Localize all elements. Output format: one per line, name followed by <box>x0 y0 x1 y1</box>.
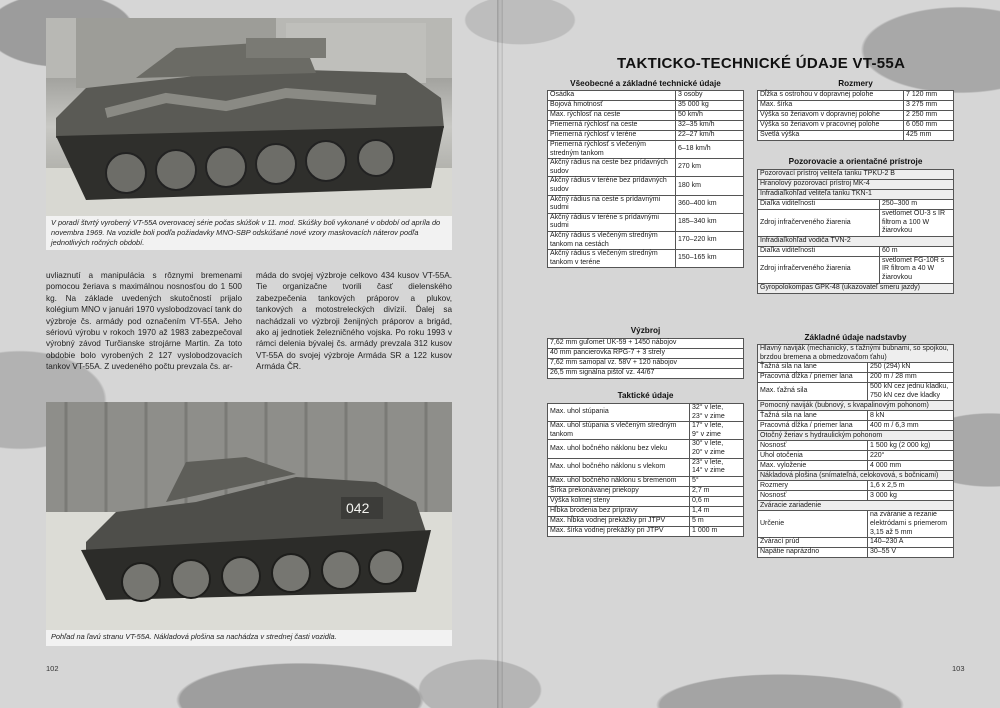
general-row-label: Bojová hmotnosť <box>548 101 676 111</box>
superstructure-row-label: Hlavný naviják (mechanický, s ťažnými bubnami, so spojkou, brzdou bremena a obmedzovačom ťahu) <box>758 345 954 363</box>
tactical-row <box>548 516 744 526</box>
observation-row-label: Zdroj infračerveného žiarenia <box>758 256 880 283</box>
general-row-label: Akčný rádius v teréne bez prídavných sudov <box>548 177 676 195</box>
superstructure-row <box>758 538 954 548</box>
general-row-value: 50 km/h <box>676 111 744 121</box>
superstructure-row <box>758 431 954 441</box>
general-row-value: 22–27 km/h <box>676 131 744 141</box>
general-row <box>548 101 744 111</box>
tactical-row <box>548 496 744 506</box>
superstructure-row <box>758 491 954 501</box>
weapons-table <box>547 338 744 379</box>
superstructure-row-value: 140–230 A <box>868 538 954 548</box>
dimensions-row <box>758 131 954 141</box>
superstructure-table <box>757 344 954 558</box>
superstructure-row-value: 30–55 V <box>868 548 954 558</box>
superstructure-row <box>758 461 954 471</box>
tactical-row-label: Max. uhol stúpania <box>548 404 690 422</box>
general-table <box>547 90 744 268</box>
observation-row <box>758 190 954 200</box>
general-row-label: Osádka <box>548 91 676 101</box>
general-row <box>548 91 744 101</box>
weapons-row-text: 7,62 mm samopal vz. 58V + 120 nábojov <box>548 359 744 369</box>
observation-row-value: svetlomet FG-10R s IR filtrom a 40 W žiarovkou <box>880 256 954 283</box>
tactical-row-label: Max. hĺbka vodnej prekážky pri JTPV <box>548 516 690 526</box>
superstructure-row-value: 4 000 mm <box>868 461 954 471</box>
superstructure-row <box>758 548 954 558</box>
general-row <box>548 195 744 213</box>
page-number-left: 102 <box>46 664 59 673</box>
tactical-row-value: 23° v lete, 14° v zime <box>690 458 744 476</box>
dimensions-heading: Rozmery <box>838 79 873 88</box>
tactical-row-label: Výška kolmej steny <box>548 496 690 506</box>
tactical-row <box>548 506 744 516</box>
left-page <box>0 0 498 708</box>
observation-heading: Pozorovacie a orientačné prístroje <box>788 157 923 166</box>
observation-row <box>758 200 954 210</box>
top-tank-illustration <box>46 18 452 216</box>
bottom-photo-caption: Pohľad na ľavú stranu VT-55A. Nákladová plošina sa nachádza v strednej časti vozidla. <box>46 630 452 646</box>
observation-row-label: Hranolový pozorovací prístroj MK-4 <box>758 180 954 190</box>
weapons-heading: Výzbroj <box>630 326 661 335</box>
superstructure-row-label: Uhol otočenia <box>758 451 868 461</box>
observation-row-label: Gyropolokompas GPK-48 (ukazovateľ smeru jazdy) <box>758 283 954 293</box>
observation-row <box>758 170 954 180</box>
tactical-row <box>548 476 744 486</box>
superstructure-row-value: 500 kN cez jednu kladku, 750 kN cez dve kladky <box>868 383 954 401</box>
general-row-value: 185–340 km <box>676 213 744 231</box>
dimensions-row <box>758 111 954 121</box>
general-row-value: 360–400 km <box>676 195 744 213</box>
tactical-row-label: Max. uhol bočného náklonu s vlekom <box>548 458 690 476</box>
superstructure-row-value: 250 (294) kN <box>868 363 954 373</box>
weapons-row-text: 26,5 mm signálna pištoľ vz. 44/67 <box>548 369 744 379</box>
dimensions-row-label: Svetlá výška <box>758 131 904 141</box>
superstructure-row-value: na zváranie a rezanie elektródami s priemerom 3,15 až 5 mm <box>868 511 954 538</box>
dimensions-row <box>758 91 954 101</box>
observation-row-value: 60 m <box>880 246 954 256</box>
superstructure-row <box>758 511 954 538</box>
bottom-tank-photo <box>46 402 452 630</box>
tactical-row <box>548 404 744 422</box>
page-number-right: 103 <box>952 664 965 673</box>
superstructure-heading: Základné údaje nadstavby <box>804 333 907 342</box>
general-row-value: 170–220 km <box>676 231 744 249</box>
observation-row <box>758 236 954 246</box>
general-row-label: Max. rýchlosť na ceste <box>548 111 676 121</box>
tactical-row-value: 1 000 m <box>690 526 744 536</box>
general-row-value: 3 osoby <box>676 91 744 101</box>
superstructure-row-label: Otočný žeriav s hydraulickým pohonom <box>758 431 954 441</box>
superstructure-row <box>758 421 954 431</box>
superstructure-row <box>758 373 954 383</box>
superstructure-row-label: Pracovná dĺžka / priemer lana <box>758 373 868 383</box>
tactical-row-value: 5° <box>690 476 744 486</box>
observation-row-label: Infradiaľkohľad veliteľa tanku TKN-1 <box>758 190 954 200</box>
superstructure-row <box>758 481 954 491</box>
observation-row <box>758 283 954 293</box>
observation-row-value: 250–300 m <box>880 200 954 210</box>
top-photo-caption: V poradí štvrtý vyrobený VT-55A overovacej série počas skúšok v 11. mod. Skúšky boli vykonané v období od apríla do novembra 1969. Na vozidle boli podľa požiadavky MNO-SBP odskúšané nové vzory maskovacích náterov podľa jednotlivých ročných období. <box>46 216 452 250</box>
observation-row <box>758 246 954 256</box>
superstructure-row-label: Napätie naprázdno <box>758 548 868 558</box>
tactical-row <box>548 422 744 440</box>
page-title: TAKTICKO-TECHNICKÉ ÚDAJE VT-55A <box>617 55 906 72</box>
general-row-label: Priemerná rýchlosť na ceste <box>548 121 676 131</box>
tactical-row-label: Šírka prekonávanej priekopy <box>548 486 690 496</box>
top-tank-photo <box>46 18 452 216</box>
tactical-table <box>547 403 744 537</box>
general-row <box>548 231 744 249</box>
superstructure-row <box>758 345 954 363</box>
weapons-row-text: 40 mm pancierovka RPG-7 + 3 strely <box>548 349 744 359</box>
superstructure-row-label: Ťažná sila na lane <box>758 363 868 373</box>
general-row-label: Akčný rádius s vlečeným stredným tankom v teréne <box>548 250 676 268</box>
tactical-row-value: 2,7 m <box>690 486 744 496</box>
tactical-row-value: 5 m <box>690 516 744 526</box>
general-row-label: Priemerná rýchlosť v teréne <box>548 131 676 141</box>
tactical-heading: Taktické údaje <box>617 391 674 400</box>
general-row <box>548 250 744 268</box>
right-page <box>502 0 1000 708</box>
tactical-row-value: 1,4 m <box>690 506 744 516</box>
superstructure-row-value: 1,6 x 2,5 m <box>868 481 954 491</box>
tactical-row-value: 30° v lete, 20° v zime <box>690 440 744 458</box>
superstructure-row-label: Ťažná sila na lane <box>758 411 868 421</box>
tactical-row <box>548 526 744 536</box>
tactical-row-label: Max. uhol bočného náklonu s bremenom <box>548 476 690 486</box>
general-row-value: 32–35 km/h <box>676 121 744 131</box>
general-row-label: Akčný rádius na ceste s prídavnými sudmi <box>548 195 676 213</box>
tactical-row-label: Max. uhol stúpania s vlečeným stredným tankom <box>548 422 690 440</box>
bottom-tank-illustration <box>46 402 452 630</box>
tactical-row <box>548 440 744 458</box>
weapons-row <box>548 349 744 359</box>
superstructure-row-label: Max. vyloženie <box>758 461 868 471</box>
general-row <box>548 121 744 131</box>
tactical-row <box>548 486 744 496</box>
tactical-row-label: Max. uhol bočného náklonu bez vleku <box>548 440 690 458</box>
general-row-value: 6–18 km/h <box>676 141 744 159</box>
general-row <box>548 141 744 159</box>
observation-row <box>758 210 954 237</box>
dimensions-table <box>757 90 954 141</box>
body-text-column-1: uvliaznutí a manipulácia s rôznymi bremenami pomocou žeriava s maximálnou nosnosťou do 1 500 kg. Na základe uvedených skutočností prijalo kolégium MNO v januári 1970 vyslobodzovací tank do výzbroje čs. armády pod označením VT-55A. Jeho sériovú výrobu v rokoch 1970 až 1983 zabezpečoval výrobný závod Turčianske strojárne Martin. Za toto obdobie bolo vyrobených 2 127 vyslobodzovacích tankov VT-55A. Z uvedeného počtu prevzala čs. ar- <box>46 271 242 372</box>
general-row <box>548 159 744 177</box>
superstructure-row-label: Nosnosť <box>758 491 868 501</box>
superstructure-row <box>758 411 954 421</box>
observation-row-label: Zdroj infračerveného žiarenia <box>758 210 880 237</box>
superstructure-row <box>758 471 954 481</box>
general-row-value: 150–165 km <box>676 250 744 268</box>
weapons-row-text: 7,62 mm guľomet UK-59 + 1450 nábojov <box>548 339 744 349</box>
tactical-row-label: Max. šírka vodnej prekážky pri JTPV <box>548 526 690 536</box>
superstructure-row-label: Zvárací prúd <box>758 538 868 548</box>
superstructure-row <box>758 383 954 401</box>
superstructure-row <box>758 451 954 461</box>
superstructure-row <box>758 401 954 411</box>
weapons-row <box>548 339 744 349</box>
general-row-label: Akčný rádius s vlečeným stredným tankom na cestách <box>548 231 676 249</box>
general-row <box>548 111 744 121</box>
superstructure-row-value: 200 m / 28 mm <box>868 373 954 383</box>
observation-row-label: Pozorovací prístroj veliteľa tanku TPKU-2 B <box>758 170 954 180</box>
dimensions-row-value: 2 250 mm <box>904 111 954 121</box>
superstructure-row-value: 400 m / 6,3 mm <box>868 421 954 431</box>
observation-table <box>757 169 954 294</box>
weapons-row <box>548 359 744 369</box>
vehicle-number: 042 <box>346 500 370 516</box>
superstructure-row <box>758 441 954 451</box>
superstructure-row <box>758 363 954 373</box>
observation-row <box>758 180 954 190</box>
superstructure-row-label: Nosnosť <box>758 441 868 451</box>
superstructure-row-value: 8 kN <box>868 411 954 421</box>
general-heading: Všeobecné a základné technické údaje <box>570 79 721 88</box>
superstructure-row-label: Pomocný naviják (bubnový, s kvapalinovým pohonom) <box>758 401 954 411</box>
superstructure-row-label: Zváracie zariadenie <box>758 501 954 511</box>
tactical-row <box>548 458 744 476</box>
superstructure-row-label: Nákladová plošina (snímateľná, celokovová, s bočnicami) <box>758 471 954 481</box>
general-row-label: Akčný rádius v teréne s prídavnými sudmi <box>548 213 676 231</box>
observation-row-label: Infradiaľkohľad vodiča TVN-2 <box>758 236 954 246</box>
observation-row <box>758 256 954 283</box>
superstructure-row <box>758 501 954 511</box>
superstructure-row-label: Max. ťažná sila <box>758 383 868 401</box>
superstructure-row-value: 1 500 kg (2 000 kg) <box>868 441 954 451</box>
superstructure-row-label: Určenie <box>758 511 868 538</box>
dimensions-row-label: Dĺžka s ostrohou v dopravnej polohe <box>758 91 904 101</box>
general-row-label: Priemerná rýchlosť s vlečeným stredným tankom <box>548 141 676 159</box>
general-row-value: 35 000 kg <box>676 101 744 111</box>
dimensions-row-label: Výška so žeriavom v dopravnej polohe <box>758 111 904 121</box>
tactical-row-label: Hĺbka brodenia bez prípravy <box>548 506 690 516</box>
dimensions-row-value: 6 050 mm <box>904 121 954 131</box>
general-row-value: 180 km <box>676 177 744 195</box>
tactical-row-value: 17° v lete, 9° v zime <box>690 422 744 440</box>
dimensions-row-label: Max. šírka <box>758 101 904 111</box>
observation-row-label: Diaľka viditeľnosti <box>758 200 880 210</box>
superstructure-row-label: Pracovná dĺžka / priemer lana <box>758 421 868 431</box>
observation-row-value: svetlomet OU-3 s IR filtrom a 100 W žiarovkou <box>880 210 954 237</box>
general-row <box>548 177 744 195</box>
dimensions-row-value: 7 120 mm <box>904 91 954 101</box>
superstructure-row-value: 220° <box>868 451 954 461</box>
observation-row-label: Diaľka viditeľnosti <box>758 246 880 256</box>
dimensions-row-label: Výška so žeriavom v pracovnej polohe <box>758 121 904 131</box>
superstructure-row-value: 3 000 kg <box>868 491 954 501</box>
dimensions-row <box>758 121 954 131</box>
general-row-value: 270 km <box>676 159 744 177</box>
dimensions-row-value: 3 275 mm <box>904 101 954 111</box>
general-row <box>548 213 744 231</box>
body-text-column-2: máda do svojej výzbroje celkovo 434 kusov VT-55A. Tie organizačne tvorili časť dielenského zabezpečenia tankových práporov a plukov, tankových a motostreleckých divízií. Ďalej sa nachádzali vo výzbroji ženijných práporov a brigád, ako aj jednotiek železničného vojska. Po roku 1993 v rámci delenia bývalej čs. armády prevzala 312 kusov VT-55A do svojej výzbroje Armáda SR a 122 kusov Armáda ČR. <box>256 271 452 372</box>
superstructure-row-label: Rozmery <box>758 481 868 491</box>
general-row-label: Akčný rádius na ceste bez prídavných sudov <box>548 159 676 177</box>
general-row <box>548 131 744 141</box>
dimensions-row-value: 425 mm <box>904 131 954 141</box>
tactical-row-value: 0,6 m <box>690 496 744 506</box>
dimensions-row <box>758 101 954 111</box>
tactical-row-value: 32° v lete, 23° v zime <box>690 404 744 422</box>
weapons-row <box>548 369 744 379</box>
